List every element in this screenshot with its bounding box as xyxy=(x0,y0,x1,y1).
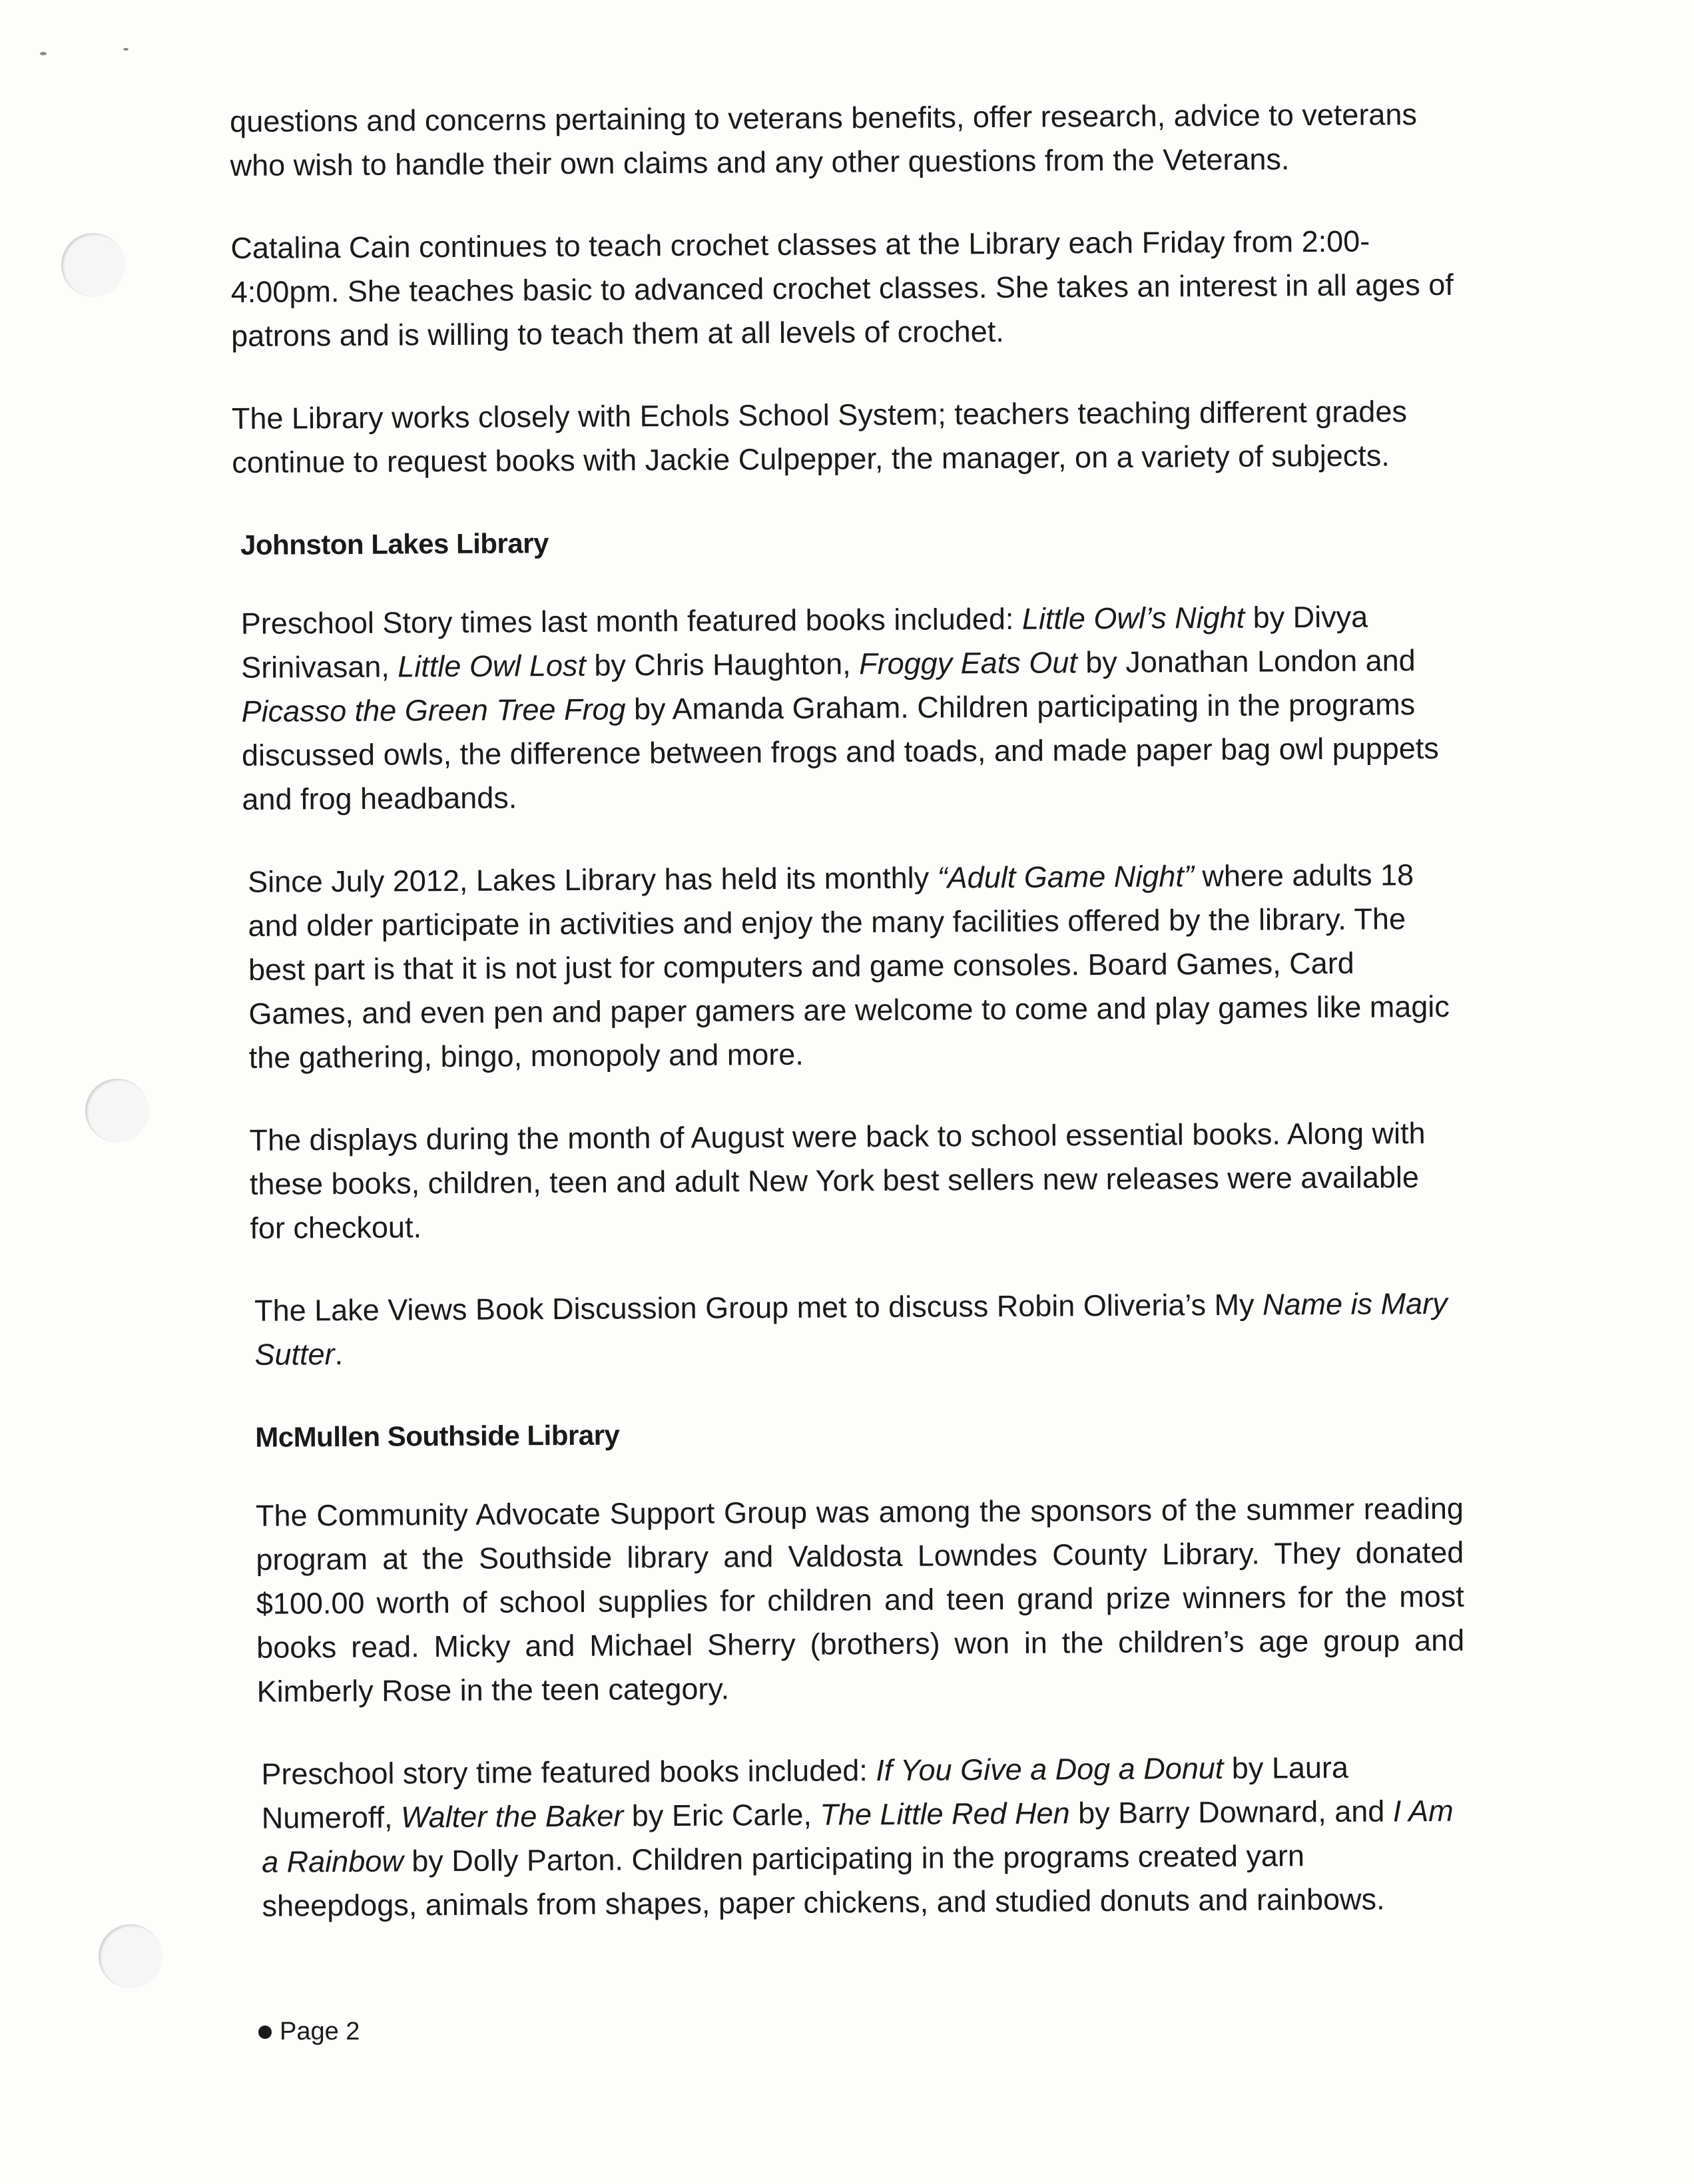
punch-hole-middle xyxy=(85,1079,149,1143)
story-summary: by Dolly Parton. Children participating in the programs created yarn sheepdogs, animals from shapes, paper chickens, and studied donuts and rainbows. xyxy=(262,1838,1385,1923)
johnston-story-times-paragraph xyxy=(233,595,1460,822)
book-title: If You Give a Dog a Donut xyxy=(876,1751,1224,1788)
discussion-intro: The Lake Views Book Discussion Group met to discuss Robin Oliveria’s My xyxy=(254,1287,1263,1328)
game-night-details: where adults 18 and older participate in activities and enjoy the many facilities offered by the library. The best part is that it is not just for computers and game consoles. Board Games, Card Games, and even pen and paper gamers are welcome to come and play games like magic the gathering, bingo, monopoly and more. xyxy=(248,858,1450,1075)
page-footer xyxy=(258,2018,360,2046)
scan-speck xyxy=(40,52,47,55)
story-intro: Preschool story time featured books included: xyxy=(261,1753,876,1791)
johnston-lakes-heading: Johnston Lakes Library xyxy=(240,527,549,561)
game-night-title: “Adult Game Night” xyxy=(937,859,1195,895)
book-title: Walter the Baker xyxy=(400,1798,624,1834)
southside-story-time-paragraph xyxy=(240,1745,1466,1928)
scan-speck xyxy=(123,48,129,51)
document-body xyxy=(230,93,1466,1967)
book-title: Little Owl Lost xyxy=(398,648,587,684)
punch-hole-top xyxy=(61,233,125,297)
book-author: by Barry Downard, and xyxy=(1069,1794,1393,1830)
bullet-icon xyxy=(258,2026,272,2039)
book-title: The Little Red Hen xyxy=(820,1796,1070,1832)
book-title: Froggy Eats Out xyxy=(858,645,1077,681)
book-author: by Chris Haughton, xyxy=(585,647,860,682)
page-number: Page 2 xyxy=(280,2018,360,2046)
book-title: Little Owl’s Night xyxy=(1021,600,1245,636)
book-author: by Divya Srinivasan, xyxy=(241,599,1368,684)
book-title: I Am a Rainbow xyxy=(262,1793,1454,1879)
story-intro: Preschool Story times last month featured books included: xyxy=(240,601,1023,641)
discussion-end: . xyxy=(334,1336,344,1372)
discussion-book-title: Name is Mary Sutter xyxy=(254,1286,1448,1372)
book-title: Picasso the Green Tree Frog xyxy=(241,692,626,728)
discussion-group-paragraph xyxy=(237,1282,1463,1377)
story-summary: by Amanda Graham. Children participating in the programs discussed owls, the difference between frogs and toads, and made paper bag owl puppets and frog headbands. xyxy=(241,687,1439,816)
displays-paragraph: The displays during the month of August were back to school essential books. Along with these books, children, teen and adult New York best sellers new releases were available for checkout. xyxy=(249,1116,1426,1245)
advocate-paragraph: The Community Advocate Support Group was among the sponsors of the summer reading program at the Southside library and Valdosta Lowndes County Library. They donated $100.00 worth of school supplies for children and teen grand prize winners for the most books read. Micky and Michael Sherry (brothers) won in the children’s age group and Kimberly Rose in the teen category. xyxy=(255,1491,1465,1709)
mcmullen-southside-heading: McMullen Southside Library xyxy=(255,1419,620,1453)
echols-paragraph: The Library works closely with Echols School System; teachers teaching different grades continue to request books with Jackie Culpepper, the manager, on a variety of subjects. xyxy=(231,394,1408,479)
book-author: by Eric Carle, xyxy=(623,1797,820,1833)
veterans-paragraph: questions and concerns pertaining to veterans benefits, offer research, advice to veterans who wish to handle their own claims and any other questions from the Veterans. xyxy=(230,97,1418,182)
crochet-paragraph: Catalina Cain continues to teach crochet classes at the Library each Friday from 2:00-4:00pm. She teaches basic to advanced crochet classes. She takes an interest in all ages of patrons and is willing to teach them at all levels of crochet. xyxy=(230,224,1454,353)
game-night-intro: Since July 2012, Lakes Library has held its monthly xyxy=(248,860,938,899)
book-author: by Jonathan London and xyxy=(1077,643,1416,680)
book-author: by Laura Numeroff, xyxy=(261,1750,1349,1835)
game-night-paragraph xyxy=(234,853,1461,1080)
punch-hole-bottom xyxy=(99,1924,162,1988)
